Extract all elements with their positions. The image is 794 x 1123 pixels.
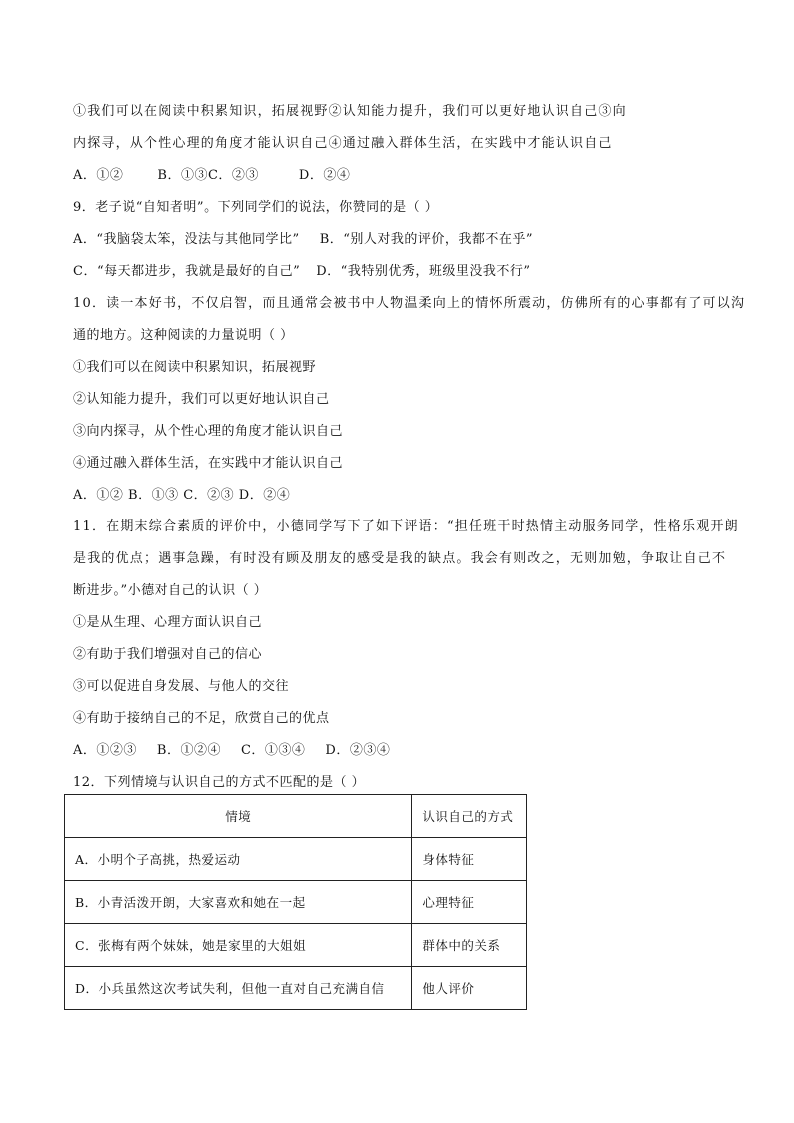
q10-statement-1: ①我们可以在阅读中积累知识，拓展视野 bbox=[73, 360, 317, 375]
q10-statement-2: ②认知能力提升，我们可以更好地认识自己 bbox=[73, 392, 330, 407]
q10-stem-line2: 通的地方。这种阅读的力量说明（ ） bbox=[73, 328, 294, 343]
q9-option-d[interactable]: D．“我特别优秀，班级里没我不行” bbox=[316, 264, 531, 279]
q12-table bbox=[64, 794, 527, 1010]
table-cell-scenario: A．小明个子高挑，热爱运动 bbox=[65, 838, 412, 881]
table-row bbox=[65, 838, 527, 881]
q9-option-c[interactable]: C．“每天都进步，我就是最好的自己” bbox=[73, 264, 301, 279]
q11-option-b[interactable]: B．①②④ bbox=[156, 743, 221, 758]
table-cell-scenario: C．张梅有两个妹妹，她是家里的大姐姐 bbox=[65, 924, 412, 967]
q11-option-a[interactable]: A．①②③ bbox=[73, 743, 137, 758]
table-cell-method: 心理特征 bbox=[412, 881, 527, 924]
q11-statement-4: ④有助于接纳自己的不足，欣赏自己的优点 bbox=[73, 711, 330, 726]
q9-stem: 9．老子说“自知者明”。下列同学们的说法，你赞同的是（ ） bbox=[73, 200, 439, 215]
q9-options-row2 bbox=[73, 264, 530, 280]
q11-stem-line3: 断进步。”小德对自己的认识（ ） bbox=[73, 583, 268, 598]
table-header-row bbox=[65, 795, 527, 838]
table-header-method: 认识自己的方式 bbox=[412, 795, 527, 838]
q11-statement-3: ③可以促进自身发展、与他人的交往 bbox=[73, 679, 290, 694]
table-cell-scenario: B．小青活泼开朗，大家喜欢和她在一起 bbox=[65, 881, 412, 924]
table-header-scenario: 情境 bbox=[65, 795, 412, 838]
table-row bbox=[65, 881, 527, 924]
q8-statements-line2: 内探寻，从个性心理的角度才能认识自己④通过融入群体生活，在实践中才能认识自己 bbox=[73, 136, 613, 151]
table-cell-method: 群体中的关系 bbox=[412, 924, 527, 967]
q11-options bbox=[73, 743, 390, 759]
q11-option-c[interactable]: C．①③④ bbox=[240, 743, 306, 758]
q11-statement-2: ②有助于我们增强对自己的信心 bbox=[73, 647, 263, 662]
q9-option-a[interactable]: A．“我脑袋太笨，没法与其他同学比” bbox=[73, 232, 300, 247]
table-cell-scenario: D．小兵虽然这次考试失利，但他一直对自己充满自信 bbox=[65, 967, 412, 1010]
table-cell-method: 身体特征 bbox=[412, 838, 527, 881]
q11-stem-line1: 11．在期末综合素质的评价中，小德同学写下了如下评语：“担任班干时热情主动服务同学，性格乐观开朗 bbox=[73, 519, 739, 534]
q10-options[interactable]: A．①② B．①③ C．②③ D．②④ bbox=[73, 488, 291, 503]
q10-stem-line1: 10．读一本好书，不仅启智，而且通常会被书中人物温柔向上的情怀所震动，仿佛所有的心事都有了可以沟 bbox=[73, 296, 746, 311]
q9-options-row1 bbox=[73, 232, 533, 248]
q8-option-d[interactable]: D．②④ bbox=[298, 168, 351, 183]
q9-option-b[interactable]: B．“别人对我的评价，我都不在乎” bbox=[319, 232, 534, 247]
q12-stem: 12．下列情境与认识自己的方式不匹配的是（ ） bbox=[73, 775, 366, 790]
q11-stem-line2: 是我的优点；遇事急躁，有时没有顾及朋友的感受是我的缺点。我会有则改之，无则加勉，争取让自己不 bbox=[73, 551, 727, 566]
q8-statements-line1: ①我们可以在阅读中积累知识，拓展视野②认知能力提升，我们可以更好地认识自己③向 bbox=[73, 104, 627, 119]
q11-option-d[interactable]: D．②③④ bbox=[325, 743, 391, 758]
q8-option-a[interactable]: A．①② bbox=[73, 168, 124, 183]
q8-option-b-c[interactable]: B．①③C．②③ bbox=[157, 168, 259, 183]
q10-statement-3: ③向内探寻，从个性心理的角度才能认识自己 bbox=[73, 424, 344, 439]
table-row bbox=[65, 924, 527, 967]
table-cell-method: 他人评价 bbox=[412, 967, 527, 1010]
q10-statement-4: ④通过融入群体生活，在实践中才能认识自己 bbox=[73, 456, 344, 471]
q11-statement-1: ①是从生理、心理方面认识自己 bbox=[73, 615, 263, 630]
table-row bbox=[65, 967, 527, 1010]
q8-options bbox=[73, 168, 350, 184]
